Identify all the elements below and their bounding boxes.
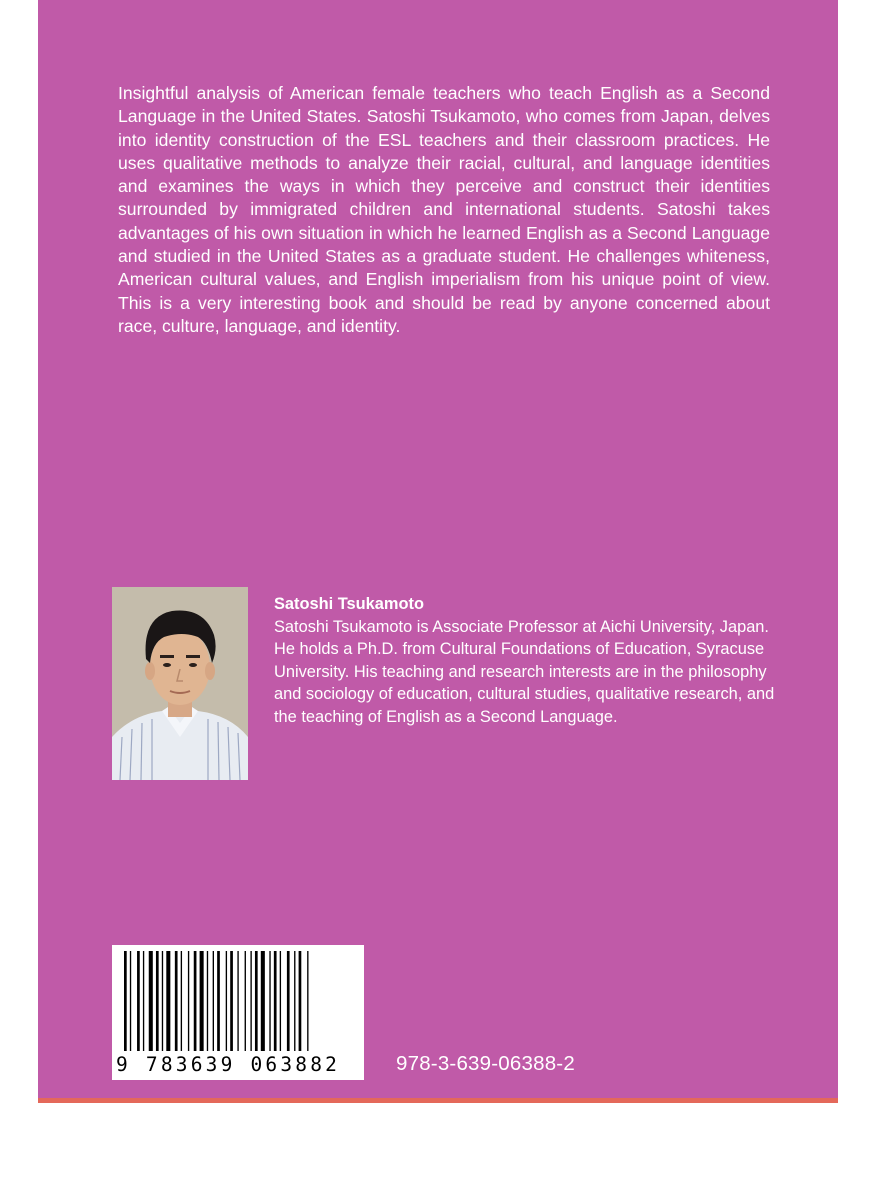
barcode-bar: [274, 951, 277, 1051]
barcode-bars-icon: [112, 945, 364, 1053]
barcode-bar: [143, 951, 144, 1051]
barcode-bar: [245, 951, 246, 1051]
barcode-bar: [280, 951, 281, 1051]
barcode-bar: [194, 951, 197, 1051]
barcode-bar: [294, 951, 295, 1051]
barcode-bar: [130, 951, 131, 1051]
barcode-bar: [200, 951, 204, 1051]
barcode-bar: [213, 951, 214, 1051]
back-cover: [38, 0, 838, 1098]
author-portrait-icon: [112, 587, 248, 780]
author-bio: Satoshi Tsukamoto is Associate Professor at Aichi University, Japan. He holds a Ph.D. from Cultural Foundations of Education, Syracuse University. His teaching and research interests are in the philosophy and sociology of education, cultural studies, qualitative research, and the teaching of English as a Second Language.: [274, 617, 775, 726]
author-photo: [112, 587, 248, 780]
author-name: Satoshi Tsukamoto: [274, 595, 424, 613]
barcode-bar: [166, 951, 170, 1051]
barcode-bar: [207, 951, 208, 1051]
barcode-digits: 9 783639 063882: [116, 1053, 341, 1076]
barcode-bar: [149, 951, 153, 1051]
barcode-bar: [188, 951, 189, 1051]
book-blurb: Insightful analysis of American female teachers who teach English as a Second Language in the United States. Satoshi Tsukamoto, who comes from Japan, delves into identity construction of the ESL teachers and their classroom practices. He uses qualitative methods to analyze their racial, cultural, and language identities and examines the ways in which they perceive and construct their identities surrounded by immigrated children and international students. Satoshi takes advantages of his own situation in which he learned English as a Second Language and studied in the United States as a graduate student. He challenges whiteness, American cultural values, and English imperialism from his unique point of view. This is a very interesting book and should be read by anyone concerned about race, culture, language, and identity.: [118, 83, 770, 336]
barcode-bar: [287, 951, 290, 1051]
barcode-bar: [137, 951, 140, 1051]
barcode-bar: [307, 951, 308, 1051]
barcode-bar: [124, 951, 127, 1051]
barcode-bar: [181, 951, 182, 1051]
barcode-bar: [175, 951, 178, 1051]
barcode-bar: [250, 951, 251, 1051]
barcode-bar: [261, 951, 265, 1051]
barcode-bar: [226, 951, 227, 1051]
barcode-bar: [230, 951, 233, 1051]
barcode-bar: [217, 951, 220, 1051]
barcode-bar: [255, 951, 258, 1051]
barcode: [112, 945, 364, 1080]
barcode-bar: [269, 951, 270, 1051]
barcode-bar: [156, 951, 159, 1051]
barcode-bar: [299, 951, 302, 1051]
barcode-bar: [237, 951, 238, 1051]
author-block: [274, 593, 794, 729]
bottom-stripe: [38, 1098, 838, 1103]
isbn-number: 978-3-639-06388-2: [396, 1052, 575, 1075]
barcode-bar: [162, 951, 163, 1051]
